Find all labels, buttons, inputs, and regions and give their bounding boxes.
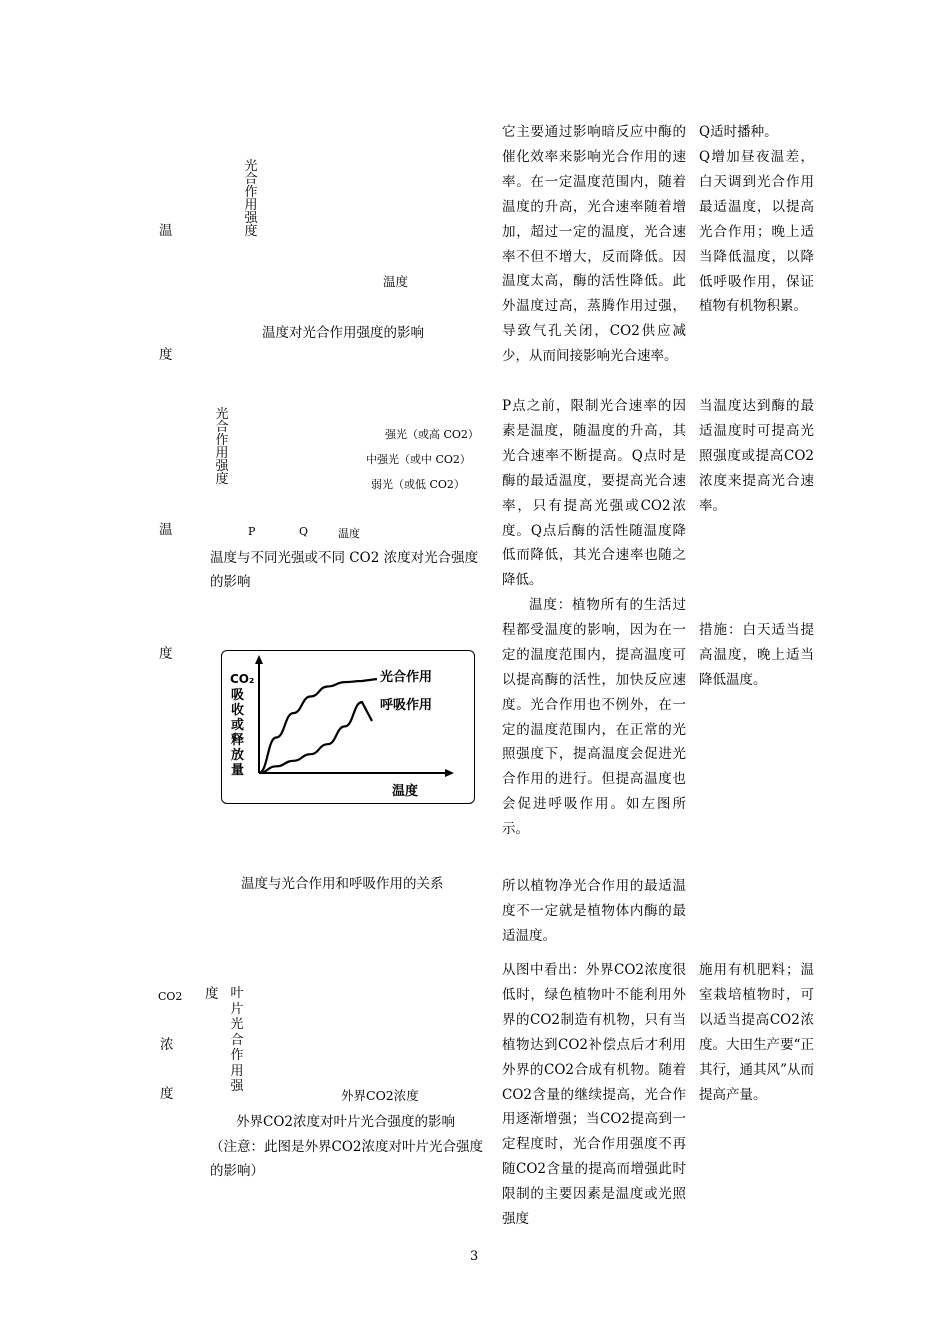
fig1-axis-y-label: 光合作用强度: [244, 159, 258, 239]
chart-legend-photosynthesis: 光合作用: [380, 670, 433, 685]
factor-temp-3-bottom: 度: [159, 646, 173, 662]
chart-xlabel: 温度: [392, 784, 419, 799]
temp2-measure: 当温度达到酶的最适温度时可提高光照强度或提高CO2浓度来提高光合速率。: [699, 398, 814, 514]
factor-temp-2-top: 温: [159, 522, 173, 538]
fig2-legend-strong: 强光（或高 CO2）: [385, 428, 479, 441]
factor-co2-du: 度: [160, 1086, 174, 1102]
fig2-caption-line1: 温度与不同光强或不同 CO2 浓度对光合强度: [210, 550, 479, 566]
chart-ylabel-char: 量: [231, 763, 245, 778]
fig3-caption: 温度与光合作用和呼吸作用的关系: [241, 876, 444, 892]
fig1-axis-x-label: 温度: [383, 274, 409, 289]
fig2-tick-p: P: [248, 525, 256, 538]
chart-ylabel-char: 放: [231, 748, 245, 763]
chart-y-axis-arrow: [255, 655, 263, 664]
fig4-axis-y-label-a: 度: [205, 986, 219, 1002]
chart-ylabel-char: 释: [231, 733, 245, 748]
temp2-explanation: P点之前，限制光合速率的因素是温度，随温度的升高，其光合速率不断提高。Q点时是酶的最适温度，要提高光合速率，只有提高光强或CO2浓度。Q点后酶的活性随温度降低而降低，其光合速率也随之降低。: [502, 398, 686, 589]
chart-x-axis-arrow: [445, 769, 454, 777]
series-line-photosynthesis: [259, 679, 377, 773]
factor-temp-1-bottom: 度: [159, 347, 173, 363]
temp3-measure: 措施：白天适当提高温度，晚上适当降低温度。: [699, 622, 814, 688]
chart-svg: [222, 651, 474, 803]
factor-temp-1-top: 温: [159, 223, 173, 239]
temp1-measure-2: Q增加昼夜温差，白天调到光合作用最适温度，以提高光合作用；晚上适当降低温度，以降低呼吸作用，保证植物有机物积累。: [699, 149, 814, 315]
chart-ylabel-char: 或: [231, 718, 245, 733]
chart-legend-respiration: 呼吸作用: [380, 698, 433, 713]
temp1-measure-1: Q适时播种。: [699, 124, 778, 140]
fig4-note-line2: 的影响）: [210, 1163, 264, 1179]
page-number: 3: [470, 1249, 479, 1264]
temp3-explanation-b: 所以植物净光合作用的最适温度不一定就是植物体内酶的最适温度。: [502, 878, 686, 944]
fig2-axis-y-label: 光合作用强度: [215, 407, 229, 487]
co2-explanation: 从图中看出：外界CO2浓度很低时，绿色植物叶不能利用外界的CO2制造有机物，只有当植物达到CO2补偿点后才利用外界的CO2合成有机物。随着CO2含量的继续提高，光合作用逐渐增强；当CO2提高到一定程度时，光合作用强度不再随CO2含量的提高而增强此时限制的主要因素是温度或光照强度: [502, 962, 686, 1228]
co2-measure: 施用有机肥料；温室栽培植物时，可以适当提高CO2浓度。大田生产要“正其行，通其风”从而提高产量。: [699, 962, 814, 1103]
fig2-tick-q: Q: [299, 525, 309, 538]
fig2-caption-line2: 的影响: [210, 574, 251, 590]
photosynthesis-respiration-chart: [221, 650, 475, 804]
fig4-caption: 外界CO2浓度对叶片光合强度的影响: [236, 1114, 455, 1130]
fig2-legend-medium: 中强光（或中 CO2）: [366, 453, 471, 466]
chart-ylabel-co2: CO₂: [230, 672, 255, 686]
fig1-caption: 温度对光合作用强度的影响: [262, 325, 424, 341]
fig4-note-line1: （注意：此图是外界CO2浓度对叶片光合强度: [210, 1139, 483, 1155]
factor-co2-nong: 浓: [160, 1037, 174, 1053]
fig2-legend-weak: 弱光（或低 CO2）: [371, 478, 465, 491]
temp3-explanation-a: 温度：植物所有的生活过程都受温度的影响，因为在一定的温度范围内，提高温度可以提高酶的活性，加快反应速度。光合作用也不例外，在一定的温度范围内，在正常的光照强度下，提高温度会促进光合作用的进行。但提高温度也会促进呼吸作用。如左图所示。: [502, 597, 686, 838]
chart-ylabel: [231, 688, 245, 778]
fig4-axis-y-label-b: 叶片光合作用强: [230, 986, 244, 1094]
temp1-explanation: 它主要通过影响暗反应中酶的催化效率来影响光合作用的速率。在一定温度范围内，随着温度的升高，光合速率随着增加，超过一定的温度，光合速率不但不增大，反而降低。因温度太高，酶的活性降低。此外温度过高，蒸腾作用过强，导致气孔关闭，CO2供应减少，从而间接影响光合速率。: [502, 124, 686, 365]
fig4-axis-x-label: 外界CO2浓度: [341, 1088, 419, 1103]
factor-co2: CO2: [158, 990, 183, 1003]
chart-ylabel-char: 收: [231, 703, 245, 718]
chart-ylabel-char: 吸: [231, 688, 245, 703]
fig2-axis-x-label: 温度: [338, 527, 360, 540]
